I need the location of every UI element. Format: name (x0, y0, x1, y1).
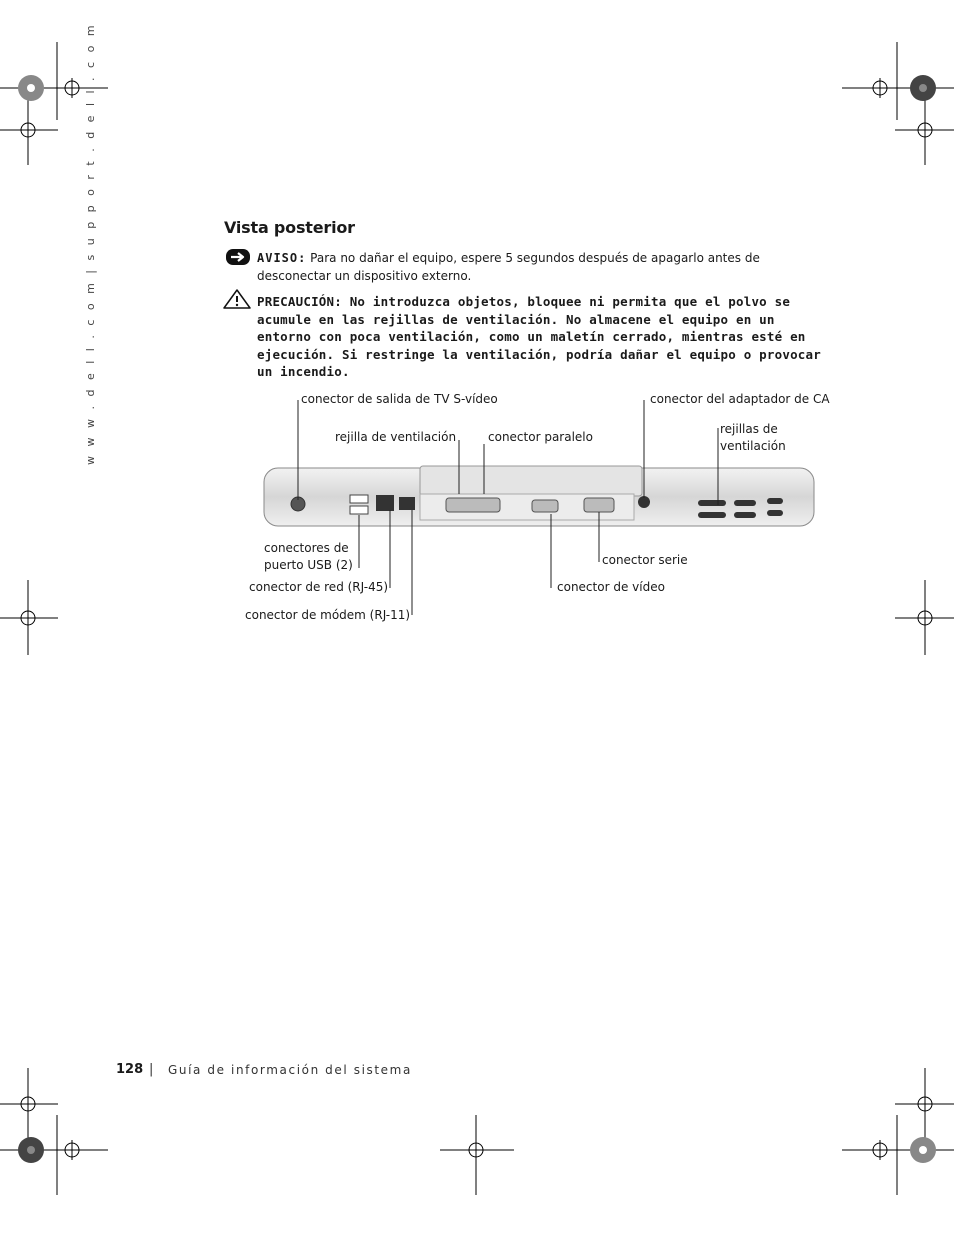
callout-network: conector de red (RJ-45) (249, 580, 389, 594)
callout-ac-adapter: conector del adaptador de CA (650, 392, 830, 406)
callout-video: conector de vídeo (557, 580, 665, 594)
notice-label: AVISO: (257, 251, 307, 265)
callout-usb-line2: puerto USB (2) (264, 558, 353, 572)
callout-vents-line1: rejillas de (720, 422, 778, 436)
caution-label: PRECAUCIÓN: (257, 294, 342, 309)
callout-vent-grille: rejilla de ventilación (335, 430, 457, 444)
callout-parallel: conector paralelo (488, 430, 593, 444)
callout-tv-out: conector de salida de TV S-vídeo (301, 392, 498, 406)
side-url: w w w . d e l l . c o m | s u p p o r t . d e l l . c o m (84, 22, 97, 465)
footer-separator: | (149, 1062, 154, 1077)
callout-usb-line1: conectores de (264, 541, 349, 555)
callout-serial: conector serie (602, 553, 688, 567)
section-title: Vista posterior (224, 218, 355, 237)
callout-vents-line2: ventilación (720, 439, 786, 453)
footer-title: Guía de información del sistema (168, 1063, 412, 1077)
page-number: 128 (116, 1062, 144, 1077)
caution-body: No introduzca objetos, bloquee ni permita que el polvo se acumule en las rejillas de ventilación. No almacene el equipo en un entorno con poca ventilación, como un maletín cerrado, mientras esté en ejecución. Si restringe la ventilación, podría dañar el equipo o provocar un incendio. (257, 294, 821, 379)
callout-modem: conector de módem (RJ-11) (245, 608, 411, 622)
notice-body: Para no dañar el equipo, espere 5 segundos después de apagarlo antes de desconectar un dispositivo externo. (257, 251, 760, 283)
